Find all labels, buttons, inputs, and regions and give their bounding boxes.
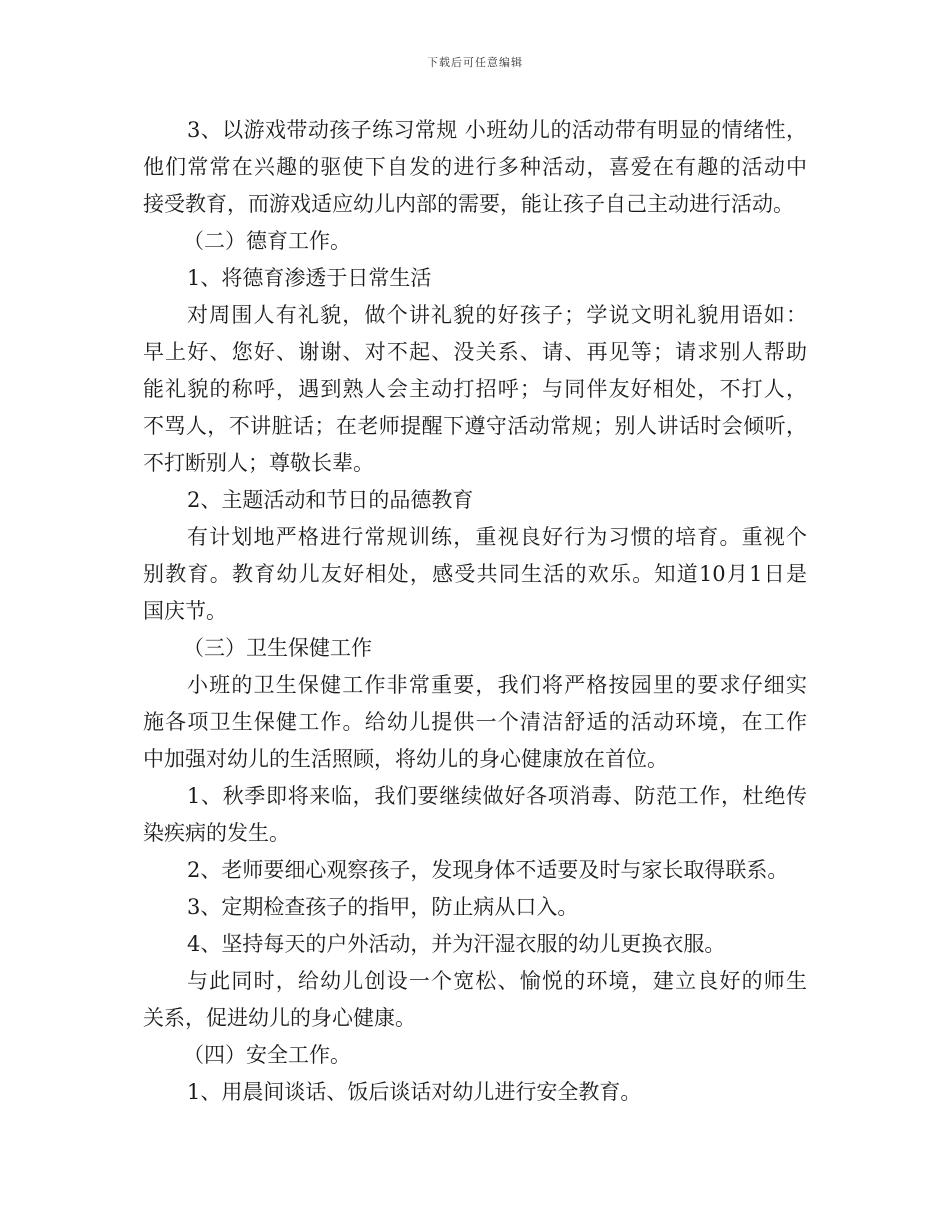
paragraph-line: 关系，促进幼儿的身心健康。 xyxy=(143,1006,416,1030)
section-heading: （三）卫生保健工作 xyxy=(183,636,372,660)
paragraph-line: 接受教育，而游戏适应幼儿内部的需要，能让孩子自己主动进行活动。 xyxy=(143,192,794,216)
paragraph-line: 能礼貌的称呼，遇到熟人会主动打招呼；与同伴友好相处，不打人， xyxy=(143,377,807,401)
list-item: 1、用晨间谈话、饭后谈话对幼儿进行安全教育。 xyxy=(187,1080,642,1104)
section-heading: （二）德育工作。 xyxy=(183,229,351,253)
paragraph-line: 中加强对幼儿的生活照顾，将幼儿的身心健康放在首位。 xyxy=(143,747,668,771)
list-item: 2、老师要细心观察孩子，发现身体不适要及时与家长取得联系。 xyxy=(187,858,789,882)
list-item: 4、坚持每天的户外活动，并为汗湿衣服的幼儿更换衣服。 xyxy=(187,932,726,956)
paragraph-line: 他们常常在兴趣的驱使下自发的进行多种活动，喜爱在有趣的活动中 xyxy=(143,155,807,179)
paragraph-line: 与此同时，给幼儿创设一个宽松、愉悦的环境，建立良好的师生 xyxy=(187,969,807,993)
paragraph-line: 不骂人，不讲脏话；在老师提醒下遵守活动常规；别人讲话时会倾听， xyxy=(143,414,807,438)
paragraph-line: 小班的卫生保健工作非常重要，我们将严格按园里的要求仔细实 xyxy=(187,673,807,697)
paragraph-line: 国庆节。 xyxy=(143,599,227,623)
section-heading: （四）安全工作。 xyxy=(183,1043,351,1067)
paragraph-line: 施各项卫生保健工作。给幼儿提供一个清洁舒适的活动环境，在工作 xyxy=(143,710,807,734)
list-item: 3、定期检查孩子的指甲，防止病从口入。 xyxy=(187,895,579,919)
paragraph-line: 对周围人有礼貌，做个讲礼貌的好孩子；学说文明礼貌用语如： xyxy=(187,303,807,327)
paragraph-line: 有计划地严格进行常规训练，重视良好行为习惯的培育。重视个 xyxy=(187,525,807,549)
document-body xyxy=(143,112,807,1111)
paragraph-line: 不打断别人；尊敬长辈。 xyxy=(143,451,374,475)
page-header: 下载后可任意编辑 xyxy=(427,56,523,69)
subsection-heading: 2、主题活动和节日的品德教育 xyxy=(187,488,474,512)
paragraph-line: 别教育。教育幼儿友好相处，感受共同生活的欢乐。知道10月1日是 xyxy=(143,562,807,586)
paragraph-line: 3、以游戏带动孩子练习常规 小班幼儿的活动带有明显的情绪性， xyxy=(187,118,807,142)
subsection-heading: 1、将德育渗透于日常生活 xyxy=(187,266,432,290)
paragraph-line: 早上好、您好、谢谢、对不起、没关系、请、再见等；请求别人帮助 xyxy=(143,340,807,364)
list-item: 染疾病的发生。 xyxy=(143,821,290,845)
list-item: 1、秋季即将来临，我们要继续做好各项消毒、防范工作，杜绝传 xyxy=(187,784,807,808)
